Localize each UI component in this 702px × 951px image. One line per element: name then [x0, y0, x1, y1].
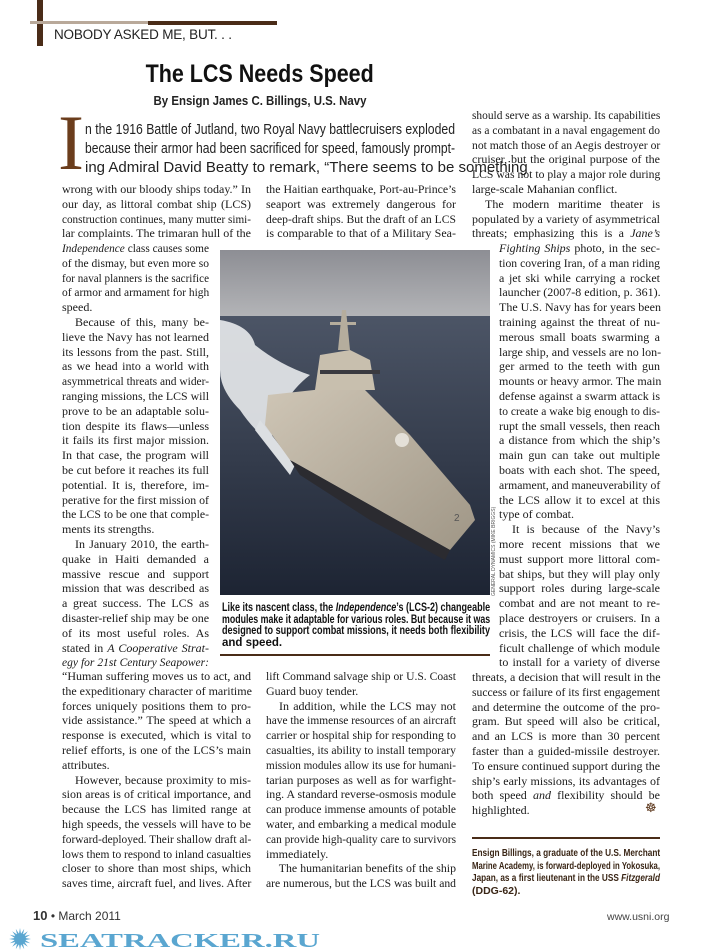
- watermark-text: SEATRACKER.RU: [40, 930, 320, 951]
- text-line: high speeds, the vessels will have to be: [62, 816, 251, 831]
- text-line: lar complaints. The trimaran hull of the: [62, 226, 251, 241]
- text-line: merous small boats swarming a: [499, 329, 660, 344]
- sun-ray: [16, 944, 19, 949]
- sun-ray: [25, 940, 30, 943]
- text-line: and determine the outcome of the pro-: [472, 699, 660, 714]
- folio-separator: •: [50, 909, 56, 923]
- hull-number: 2: [454, 513, 460, 524]
- text-line: casualties, its ability to install temporary: [266, 742, 456, 757]
- sun-ray: [10, 940, 15, 943]
- text-line: speed.: [62, 300, 93, 315]
- text-line: boats with each shot. The speed,: [499, 462, 660, 477]
- text-line: quake in Haiti demanded a: [62, 551, 209, 566]
- text-line: prove to be an adaptable solu-: [62, 403, 209, 418]
- section-label: NOBODY ASKED ME, BUT. . .: [54, 27, 232, 42]
- sun-ray: [9, 938, 14, 940]
- text-line: perative for the first mission of: [62, 492, 209, 507]
- text-line: Like its nascent class, the Independence’s (LCS-2) changeable: [222, 602, 491, 614]
- text-line: as we head into a world with: [62, 359, 209, 374]
- text-line: saves time, aircraft fuel, and lives. After: [62, 876, 252, 891]
- text-line: ranging missions, the LCS will: [62, 388, 210, 403]
- text-line: disaster-relief ship may be one: [62, 610, 210, 625]
- text-line: construction continues, many mutter simi-: [62, 211, 251, 226]
- text-line: a great success. The LCS as: [62, 596, 209, 611]
- text-line: tion despite its flaws—unless: [62, 418, 209, 433]
- right-column-top: [472, 108, 660, 241]
- text-line: place destroyers or cruisers. In a: [499, 610, 660, 625]
- text-line: mounts or heavy armor. The main: [499, 374, 662, 389]
- text-line: relief efforts, is one of the LCS’s main: [62, 742, 251, 757]
- text-line: ing Admiral David Beatty to remark, “There seems to be something: [85, 159, 528, 176]
- text-line: The humanitarian benefits of the ship: [278, 861, 456, 876]
- text-line: to create a wake big enough to dis-: [499, 403, 660, 418]
- text-line: In addition, while the LCS may not: [279, 698, 456, 713]
- text-line: deep-draft ships. But the draft of an LCS: [266, 211, 456, 226]
- text-line: is comparable to that of a Military Sea-: [266, 226, 456, 241]
- middle-column-top: [266, 182, 456, 241]
- text-line: ments its strengths.: [62, 522, 155, 537]
- issue-date: March 2011: [58, 909, 121, 923]
- text-line: and an LCS is more than 30 percent: [472, 729, 660, 744]
- footer-folio: [33, 908, 121, 924]
- text-line: Guard buoy tender.: [266, 683, 359, 698]
- sun-ray: [19, 928, 21, 933]
- text-line: lift Command salvage ship or U.S. Coast: [266, 669, 456, 683]
- text-line: seaport was extremely dangerous for: [266, 196, 456, 211]
- text-line: not match those of an Aegis destroyer or: [472, 137, 661, 152]
- text-line: crisis, the LCS will face the dif-: [499, 625, 660, 640]
- text-line: the LCS to be one that comple-: [62, 507, 209, 522]
- text-line: sion areas is of critical importance, and: [62, 787, 251, 802]
- text-line: (DDG-62).: [472, 884, 521, 897]
- text-line: The modern maritime theater is: [485, 196, 660, 211]
- text-line: the Haitian earthquake, Port-au-Prince’s: [266, 182, 456, 196]
- left-column-top: [62, 182, 251, 241]
- text-line: faster than a guided-missile destroyer.: [472, 743, 660, 758]
- text-line: of armor and armament for high: [62, 285, 210, 300]
- text-line: combat and are not meant to re-: [499, 596, 660, 611]
- ship-bridge-windows: [320, 370, 380, 374]
- article-title: [100, 60, 420, 89]
- text-line: water, and embarking a medical module: [266, 816, 457, 831]
- text-line: be cut before it reaches its full: [62, 462, 209, 477]
- sun-ray: [26, 938, 31, 940]
- text-line: lows them to respond to inland casualties: [62, 846, 251, 861]
- text-line: carrier or hospital ship for responding to: [266, 728, 456, 743]
- sun-ray: [24, 943, 28, 947]
- sun-ray: [12, 931, 16, 935]
- page-number: 10: [33, 908, 48, 923]
- text-line: both speed and flexibility should be: [472, 788, 661, 803]
- text-line: lieve the Navy has not learned: [62, 329, 209, 344]
- text-line: because the LCS has limited range at: [62, 802, 251, 817]
- text-line: modules make it adaptable for various roles. But because it was: [222, 613, 491, 626]
- sun-ray: [21, 944, 24, 949]
- sun-ray: [10, 935, 15, 938]
- text-line: support roles during large-scale: [499, 581, 660, 596]
- header-rule-dark: [148, 21, 277, 25]
- text-line: tion covering Iran, of a man riding: [499, 255, 660, 270]
- text-line: the LCS allow it to excel at this: [499, 492, 660, 507]
- text-line: because their armor had been sacrificed for speed, famously prompt-: [85, 140, 455, 157]
- text-line: mission that was described as: [62, 581, 209, 596]
- text-line: “Human suffering moves us to act, and: [62, 669, 251, 683]
- article-title-text: The LCS Needs Speed: [145, 60, 375, 88]
- text-line: ing. A standard reverse-osmosis module: [266, 787, 456, 802]
- sun-ray: [25, 935, 30, 938]
- sun-ray: [12, 943, 16, 947]
- article-byline: [110, 93, 410, 108]
- left-column-wrap: [62, 241, 209, 670]
- header-rule-light: [30, 21, 148, 24]
- text-line: wrong with our bloody ships today.” In: [62, 182, 251, 196]
- byline-text: By Ensign James C. Billings, U.S. Navy: [153, 93, 367, 108]
- text-line: vide assistance.” The speed at which a: [62, 713, 251, 728]
- text-line: as a combatant in a naval engagement do: [472, 122, 660, 137]
- intro-paragraph: [85, 120, 528, 177]
- middle-column-bottom: [266, 669, 456, 891]
- text-line: the expeditionary character of maritime: [62, 683, 252, 698]
- text-line: have the immense resources of an aircraft: [266, 713, 456, 728]
- text-line: of the dismay, but even more so: [62, 255, 209, 270]
- text-line: and speed.: [222, 636, 283, 649]
- watermark: [0, 927, 702, 951]
- text-line: egy for 21st Century Seapower:: [62, 655, 209, 670]
- sun-ray: [16, 929, 19, 934]
- text-line: attributes.: [62, 757, 110, 772]
- ship-photo: [220, 250, 490, 595]
- text-line: However, because proximity to mis-: [75, 772, 251, 787]
- text-line: of its most useful roles. As: [62, 625, 209, 640]
- text-line: threats; emphasizing this is a Jane’s: [472, 226, 660, 241]
- photo-credit: GENERAL DYNAMICS (MIKE BRIGGS): [491, 506, 497, 596]
- text-line: potential. It is, therefore, im-: [62, 477, 209, 492]
- text-line: its lessons from the past. Still,: [62, 344, 209, 359]
- text-line: main gun can take out multiple: [499, 448, 660, 463]
- text-line: forward-deployed. Their shallow draft al-: [62, 831, 252, 846]
- text-line: can produce immense amounts of potable: [266, 802, 456, 817]
- text-line: To ensure continued support during the: [472, 758, 661, 773]
- right-column-bottom: [472, 670, 660, 818]
- text-line: type of combat.: [499, 507, 574, 522]
- drop-cap: I: [58, 99, 84, 186]
- text-line: Ensign Billings, a graduate of the U.S. Merchant: [472, 847, 661, 859]
- text-line: our day, as littoral combat ship (LCS): [62, 196, 251, 211]
- text-line: a jet ski while carrying a rocket: [499, 270, 660, 285]
- text-line: launcher (2007-8 edition, p. 361).: [499, 285, 661, 300]
- text-line: mission modules allow its use for humani-: [266, 757, 456, 772]
- sun-ray: [19, 945, 21, 950]
- text-line: It is because of the Navy’s: [512, 522, 660, 537]
- text-line: rupt the small vessels, then reach: [499, 418, 660, 433]
- text-line: asymmetrical threats and wider-: [62, 374, 210, 389]
- text-line: n the 1916 Battle of Jutland, two Royal Navy battlecruisers exploded: [85, 121, 455, 138]
- text-line: ger armed to the teeth with gun: [499, 359, 660, 374]
- text-line: for naval planners is the sacrifice: [62, 270, 209, 285]
- text-line: should serve as a warship. Its capabilities: [472, 108, 661, 122]
- text-line: more recent missions that we: [499, 536, 660, 551]
- footer-url[interactable]: www.usni.org: [607, 911, 670, 923]
- sun-ray: [24, 931, 28, 935]
- text-line: ship’s early missions, its advantages of: [472, 773, 660, 788]
- author-bio: [472, 847, 660, 897]
- text-line: Because of this, many be-: [75, 314, 209, 329]
- text-line: success or failure of its first engagement: [472, 684, 660, 699]
- text-line: large-scale Mahanian conflict.: [472, 181, 618, 196]
- text-line: cruiser, but the original purpose of the: [472, 152, 660, 167]
- text-line: Independence class causes some: [62, 241, 209, 255]
- left-column-bottom: [62, 669, 251, 891]
- photo-caption: [222, 603, 490, 649]
- text-line: massive rescue and support: [62, 566, 209, 581]
- text-line: threats, a decision that will result in the: [472, 670, 661, 684]
- watermark-sun-icon: [9, 928, 31, 950]
- text-line: highlighted.: [472, 803, 530, 818]
- text-line: to install for a variety of diverse: [499, 655, 660, 670]
- text-line: closer to shore than most ships, which: [62, 861, 251, 876]
- right-column-wrap: [499, 241, 660, 670]
- sky: [220, 250, 490, 318]
- text-line: it fails its first major mission.: [62, 433, 209, 448]
- text-line: defense against a swarm attack is: [499, 388, 660, 403]
- text-line: Fighting Ships photo, in the sec-: [499, 241, 660, 255]
- ship-wheel-end-mark-icon: ☸: [645, 800, 657, 815]
- text-line: LCS was not to play a major role during: [472, 167, 661, 182]
- text-line: Marine Academy, is forward-deployed in Yokosuka,: [472, 859, 660, 872]
- text-line: In that case, the program will: [62, 448, 209, 463]
- text-line: designed to support combat missions, it needs both flexibility: [222, 625, 490, 637]
- text-line: bat ships, but they will play only: [499, 566, 660, 581]
- ship-yardarm: [330, 322, 356, 325]
- text-line: armament, and maneuverability of: [499, 477, 661, 492]
- caption-rule: [220, 654, 490, 656]
- text-line: Japan, as a first lieutenant in the USS Fitzgerald: [472, 872, 660, 884]
- sun-ray: [21, 929, 24, 934]
- text-line: are numerous, but the LCS was built and: [266, 876, 456, 891]
- text-line: tarian purposes as well as for warfight-: [266, 772, 456, 787]
- text-line: gram. But speed will also be critical,: [472, 714, 660, 729]
- text-line: ficult challenge of which module: [499, 640, 660, 655]
- text-line: must support more littoral com-: [499, 551, 660, 566]
- text-line: stated in A Cooperative Strat-: [62, 640, 209, 655]
- text-line: response is executed, which is vital to: [62, 728, 251, 743]
- ship-gun-dome: [395, 433, 409, 447]
- text-line: training against the threat of nu-: [499, 314, 660, 329]
- text-line: In January 2010, the earth-: [75, 536, 209, 551]
- bio-rule: [472, 837, 660, 839]
- text-line: can provide high-quality care to survivors: [266, 831, 456, 846]
- text-line: immediately.: [266, 846, 329, 861]
- text-line: large ship, and vessels are no lon-: [499, 344, 662, 359]
- text-line: populated by a variety of asymmetrical: [472, 211, 660, 226]
- text-line: The U.S. Navy has for years been: [499, 300, 661, 315]
- text-line: forces uniquely positions them to pro-: [62, 698, 251, 713]
- text-line: a distance from which the ship’s: [499, 433, 660, 448]
